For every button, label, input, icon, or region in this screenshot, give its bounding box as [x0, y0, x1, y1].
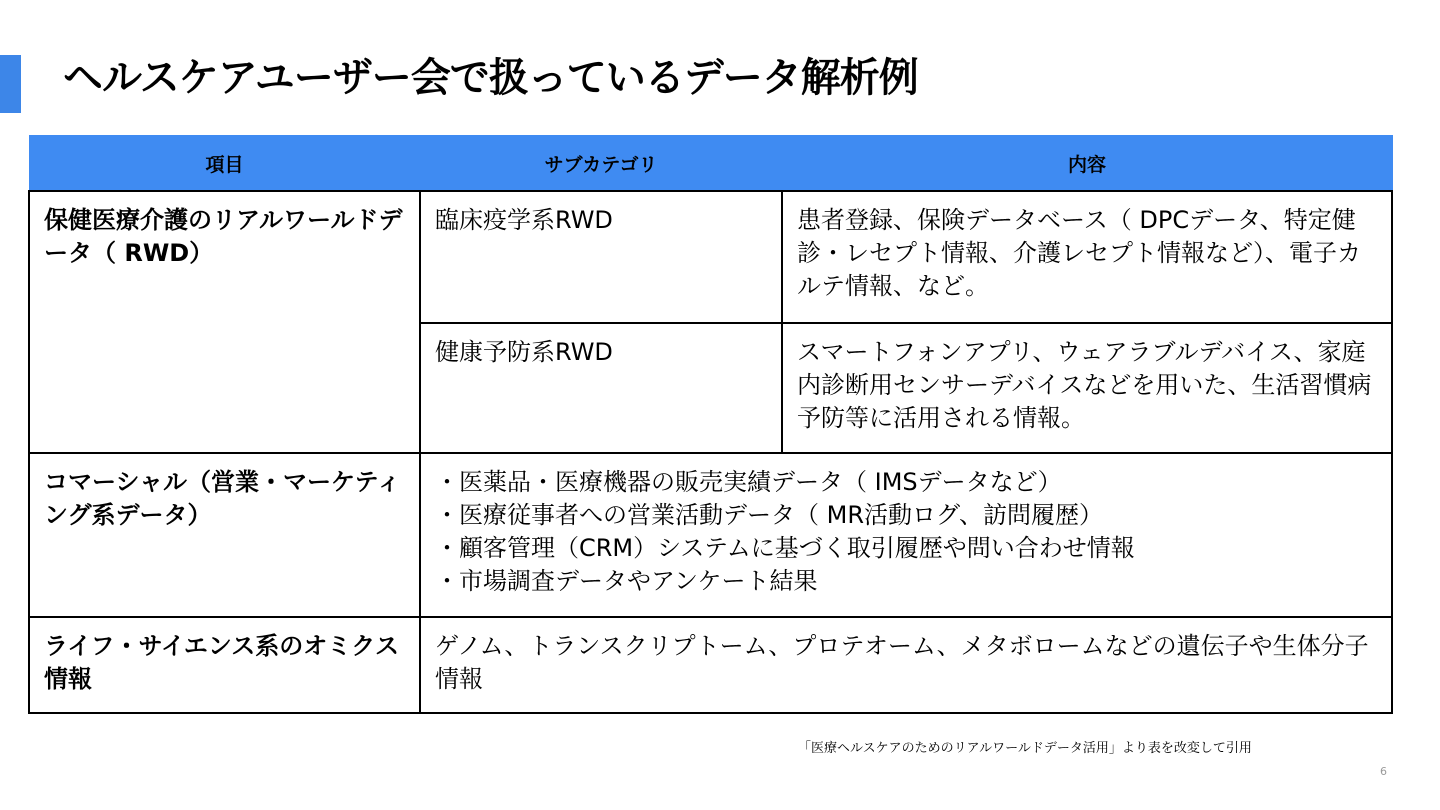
slide-title: ヘルスケアユーザー会で扱っているデータ解析例	[63, 55, 918, 101]
subcategory-cell-preventive-rwd: 健康予防系RWD	[420, 323, 782, 453]
content-cell-clinical-rwd: 患者登録、保険データベース（ DPCデータ、特定健診・レセプト情報、介護レセプト情報など）、電子カルテ情報、など。	[782, 191, 1392, 323]
content-cell-omics: ゲノム、トランスクリプトーム、プロテオーム、メタボロームなどの遺伝子や生体分子情報	[420, 617, 1392, 713]
table-row	[29, 617, 1392, 713]
header-item: 項目	[29, 136, 420, 192]
content-cell-commercial	[420, 453, 1392, 617]
item-cell-omics: ライフ・サイエンス系のオミクス情報	[29, 617, 420, 713]
bullet-line: ・市場調査データやアンケート結果	[435, 567, 818, 595]
table-row	[29, 453, 1392, 617]
subcategory-cell-clinical-rwd: 臨床疫学系RWD	[420, 191, 782, 323]
source-citation: 「医療ヘルスケアのためのリアルワールドデータ活用」より表を改変して引用	[798, 741, 1252, 756]
header-content: 内容	[782, 136, 1392, 192]
page-number: 6	[1380, 765, 1387, 778]
data-analysis-table	[28, 135, 1393, 714]
header-subcategory: サブカテゴリ	[420, 136, 782, 192]
content-cell-preventive-rwd: スマートフォンアプリ、ウェアラブルデバイス、家庭内診断用センサーデバイスなどを用いた、生活習慣病予防等に活用される情報。	[782, 323, 1392, 453]
table-row	[29, 191, 1392, 323]
table-header-row	[29, 136, 1392, 192]
bullet-line: ・顧客管理（CRM）システムに基づく取引履歴や問い合わせ情報	[435, 534, 1135, 562]
bullet-line: ・医療従事者への営業活動データ（ MR活動ログ、訪問履歴）	[435, 501, 1104, 529]
item-cell-commercial: コマーシャル（営業・マーケティング系データ）	[29, 453, 420, 617]
bullet-line: ・医薬品・医療機器の販売実績データ（ IMSデータなど）	[435, 468, 1062, 496]
item-cell-rwd: 保健医療介護のリアルワールドデータ（ RWD）	[29, 191, 420, 453]
title-accent-bar	[0, 55, 21, 113]
